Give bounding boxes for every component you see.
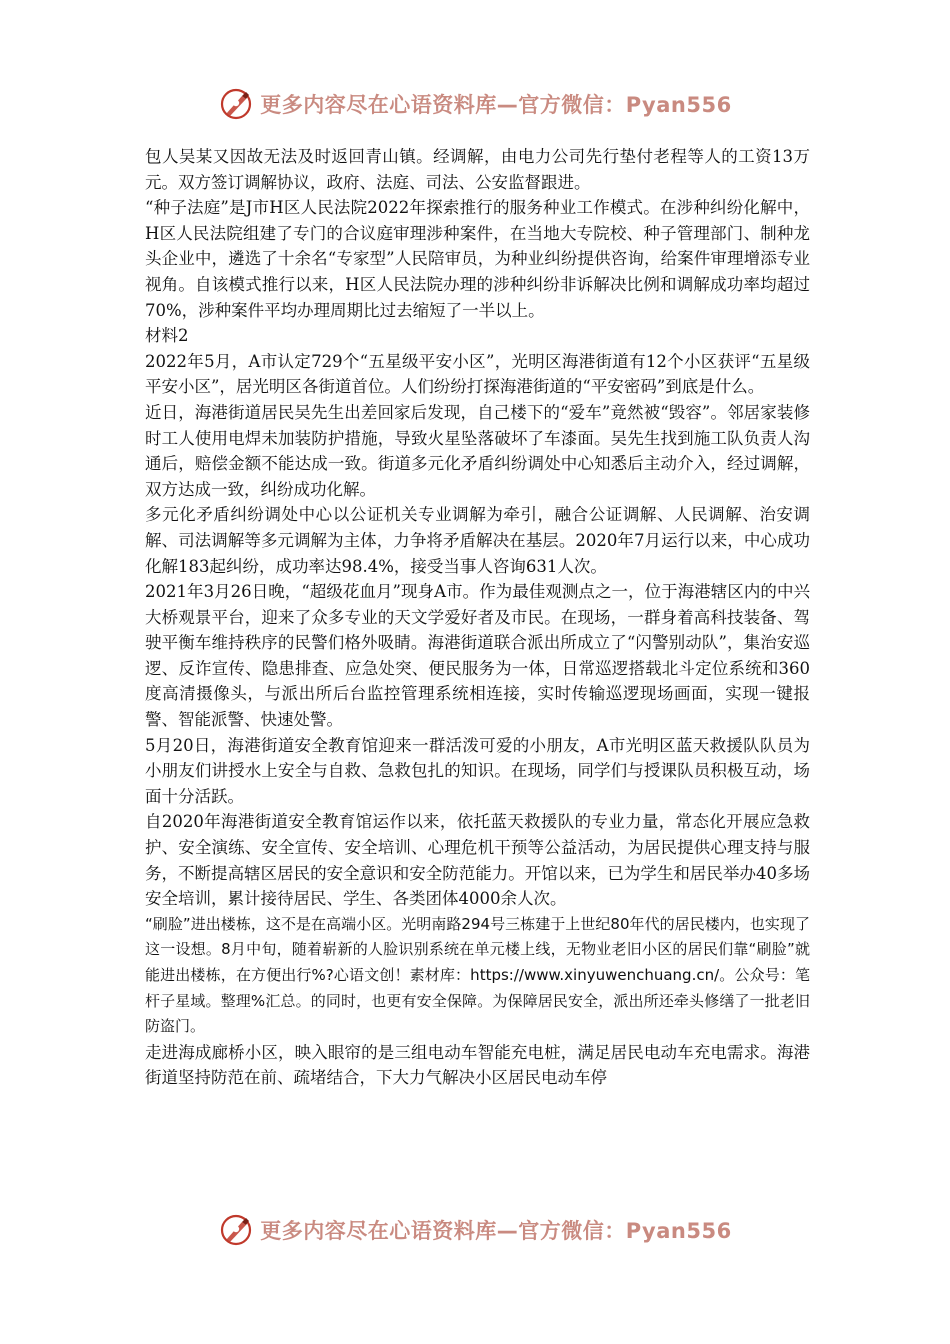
banner-text: 更多内容尽在心语资料库—官方微信：Pyan556 [260, 1219, 732, 1243]
pen-logo-icon [218, 86, 254, 122]
paragraph: 包人吴某又因故无法及时返回青山镇。经调解，由电力公司先行垫付老程等人的工资13万元。双方签订调解协议，政府、法庭、司法、公安监督跟进。 [145, 147, 810, 192]
footer-banner [0, 1208, 950, 1252]
paragraph: 多元化矛盾纠纷调处中心以公证机关专业调解为牵引，融合公证调解、人民调解、治安调解、司法调解等多元调解为主体，力争将矛盾解决在基层。2020年7月运行以来，中心成功化解183起纠纷，成功率达98.4%，接受当事人咨询631人次。 [145, 505, 810, 576]
pen-logo-icon [218, 1212, 254, 1248]
section-heading: 材料2 [145, 326, 189, 346]
paragraph: 走进海成廊桥小区，映入眼帘的是三组电动车智能充电桩，满足居民电动车充电需求。海港街道坚持防范在前、疏堵结合，下大力气解决小区居民电动车停 [145, 1042, 810, 1088]
paragraph: 2021年3月26日晚，“超级花血月”现身A市。作为最佳观测点之一，位于海港辖区内的中兴大桥观景平台，迎来了众多专业的天文学爱好者及市民。在现场，一群身着高科技装备、驾驶平衡车维持秩序的民警们格外吸睛。海港街道联合派出所成立了“闪警别动队”，集治安巡逻、反诈宣传、隐患排查、应急处突、便民服务为一体，日常巡逻搭载北斗定位系统和360度高清摄像头，与派出所后台监控管理系统相连接，实时传输巡逻现场画面，实现一键报警、智能派警、快速处警。 [145, 582, 810, 730]
paragraph: 近日，海港街道居民吴先生出差回家后发现，自己楼下的“爱车”竟然被“毁容”。邻居家装修时工人使用电焊未加装防护措施，导致火星坠落破坏了车漆面。吴先生找到施工队负责人沟通后，赔偿金额不能达成一致。街道多元化矛盾纠纷调处中心知悉后主动介入，经过调解，双方达成一致，纠纷成功化解。 [145, 402, 810, 499]
banner-text: 更多内容尽在心语资料库—官方微信：Pyan556 [260, 93, 732, 117]
header-banner [0, 82, 950, 126]
paragraph: 自2020年海港街道安全教育馆运作以来，依托蓝天救援队的专业力量，常态化开展应急救护、安全演练、安全宣传、安全培训、心理危机干预等公益活动，为居民提供心理支持与服务，不断提高辖区居民的安全意识和安全防范能力。开馆以来，已为学生和居民举办40多场安全培训，累计接待居民、学生、各类团体4000余人次。 [145, 812, 810, 909]
document-body [145, 144, 810, 1091]
paragraph: 5月20日，海港街道安全教育馆迎来一群活泼可爱的小朋友，A市光明区蓝天救援队队员为小朋友们讲授水上安全与自救、急救包扎的知识。在现场，同学们与授课队员积极互动，场面十分活跃。 [145, 735, 810, 806]
paragraph: 2022年5月，A市认定729个“五星级平安小区”，光明区海港街道有12个小区获评“五星级平安小区”，居光明区各街道首位。人们纷纷打探海港街道的“平安密码”到底是什么。 [145, 351, 810, 397]
paragraph: “种子法庭”是J市H区人民法院2022年探索推行的服务种业工作模式。在涉种纠纷化解中，H区人民法院组建了专门的合议庭审理涉种案件，在当地大专院校、种子管理部门、制种龙头企业中，遴选了十余名“专家型”人民陪审员，为种业纠纷提供咨询，给案件审理增添专业视角。自该模式推行以来，H区人民法院办理的涉种纠纷非诉解决比例和调解成功率均超过70%，涉种案件平均办理周期比过去缩短了一半以上。 [145, 198, 810, 320]
paragraph: “刷脸”进出楼栋，这不是在高端小区。光明南路294号三栋建于上世纪80年代的居民楼内，也实现了这一设想。8月中旬，随着崭新的人脸识别系统在单元楼上线，无物业老旧小区的居民们靠“刷脸”就能进出楼栋，在方便出行%?心语文创！素材库：https://www.xinyuwenchuang.cn/。公众号：笔杆子星域。整理%汇总。的同时，也更有安全保障。为保障居民安全，派出所还牵头修缮了一批老旧防盗门。 [145, 914, 810, 1036]
